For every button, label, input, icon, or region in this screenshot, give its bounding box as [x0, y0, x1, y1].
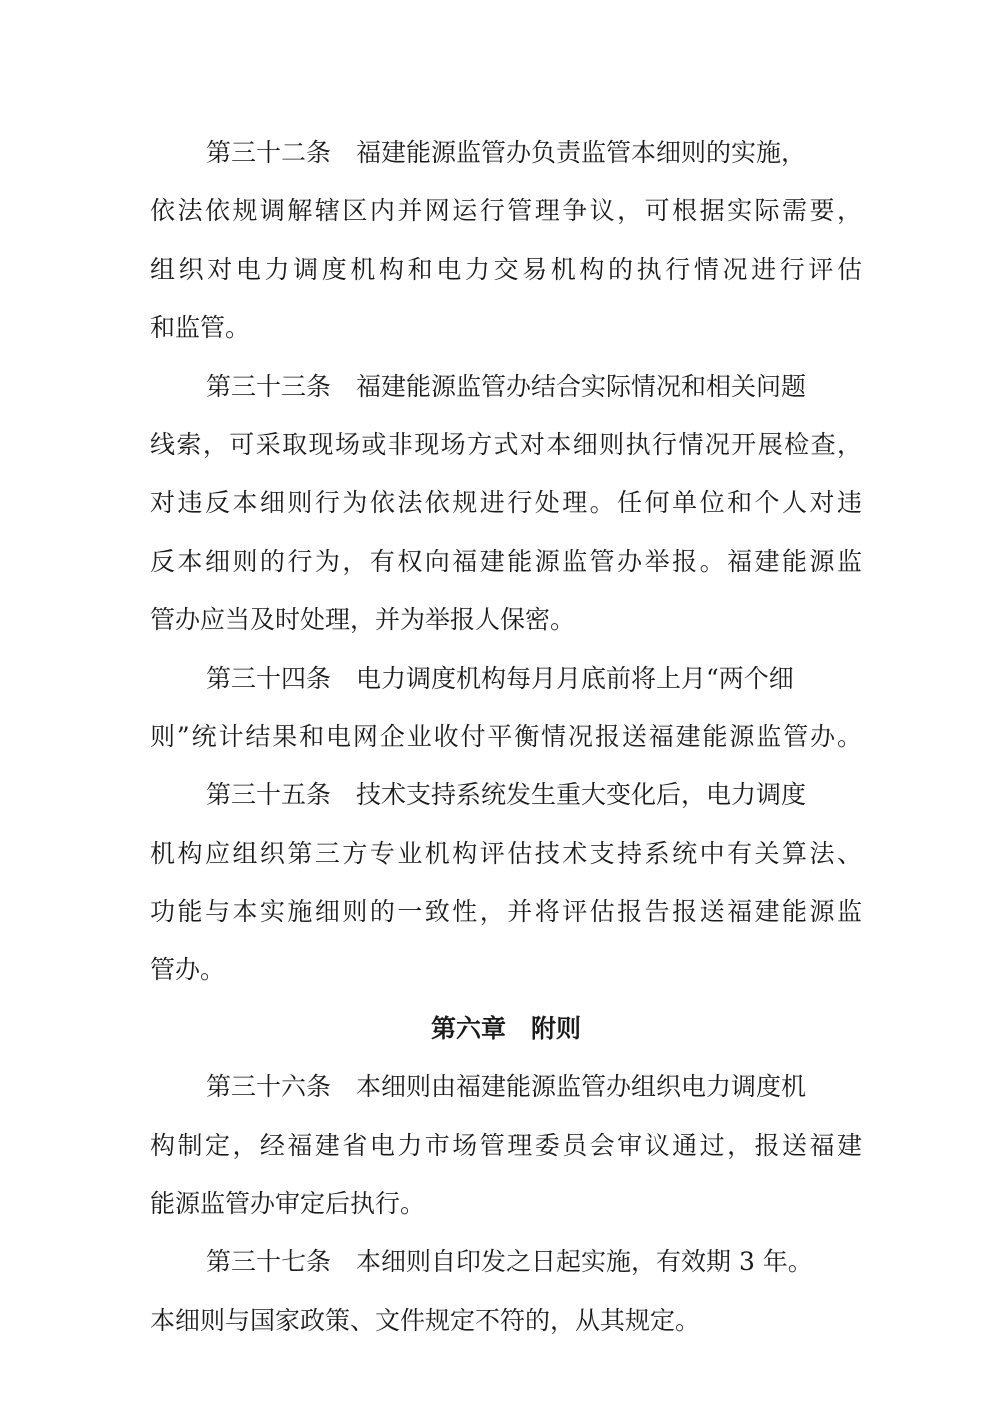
article-32-line-3: 组织对电力调度机构和电力交易机构的执行情况进行评估 [150, 254, 862, 284]
article-37-line-2: 本细则与国家政策、文件规定不符的，从其规定。 [150, 1305, 701, 1335]
article-35-line-1: 第三十五条 技术支持系统发生重大变化后，电力调度 [206, 780, 807, 810]
article-33-line-3: 对违反本细则行为依法依规进行处理。任何单位和个人对违 [150, 488, 862, 518]
article-37-line-1: 第三十七条 本细则自印发之日起实施，有效期 3 年。 [206, 1247, 813, 1277]
article-36-line-3: 能源监管办审定后执行。 [150, 1189, 426, 1219]
article-32-line-1: 第三十二条 福建能源监管办负责监管本细则的实施， [206, 138, 807, 167]
chapter-heading: 第六章 附则 [430, 1013, 581, 1043]
document-body [150, 124, 862, 1350]
article-36-line-2: 构制定，经福建省电力市场管理委员会审议通过，报送福建 [150, 1130, 862, 1160]
article-33-line-2: 线索，可采取现场或非现场方式对本细则执行情况开展检查， [150, 429, 862, 459]
article-35-line-4: 管办。 [150, 955, 226, 985]
article-32-line-2: 依法依规调解辖区内并网运行管理争议，可根据实际需要， [150, 196, 862, 226]
article-34-line-1: 第三十四条 电力调度机构每月月底前将上月“两个细 [206, 663, 794, 693]
article-35-line-2: 机构应组织第三方专业机构评估技术支持系统中有关算法、 [150, 838, 862, 868]
article-32-line-4: 和监管。 [150, 313, 251, 343]
article-33-line-4: 反本细则的行为，有权向福建能源监管办举报。福建能源监 [150, 546, 862, 576]
article-33-line-5: 管办应当及时处理，并为举报人保密。 [150, 605, 576, 635]
article-34-line-2: 则”统计结果和电网企业收付平衡情况报送福建能源监管办。 [150, 721, 862, 751]
article-36-line-1: 第三十六条 本细则由福建能源监管办组织电力调度机 [206, 1072, 807, 1102]
article-35-line-3: 功能与本实施细则的一致性，并将评估报告报送福建能源监 [150, 897, 862, 927]
article-33-line-1: 第三十三条 福建能源监管办结合实际情况和相关问题 [206, 371, 807, 401]
